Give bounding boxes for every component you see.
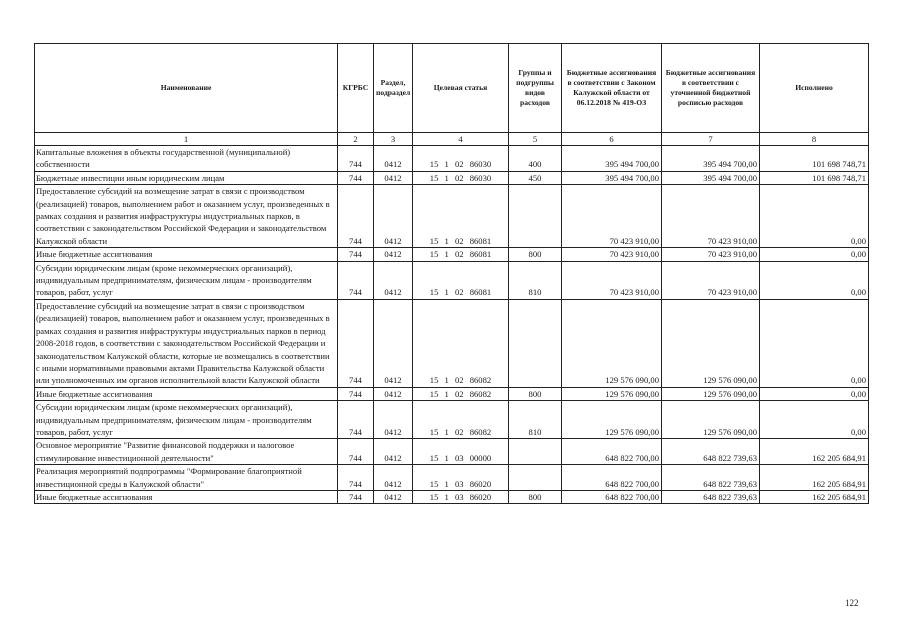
table-row: [35, 171, 869, 184]
table-row: [35, 146, 869, 172]
row-kgrbs: 744: [338, 387, 374, 400]
row-group: 800: [509, 248, 562, 261]
table-row: [35, 439, 869, 465]
header-executed: Исполнено: [760, 44, 869, 133]
table-row: [35, 248, 869, 261]
header-row: [35, 44, 869, 133]
row-law-amount: 129 576 090,00: [562, 387, 662, 400]
row-section: 0412: [374, 185, 413, 248]
row-target: 15 1 02 86081: [413, 261, 509, 299]
row-executed-amount: 0,00: [760, 261, 869, 299]
row-section: 0412: [374, 146, 413, 172]
row-group: 810: [509, 401, 562, 439]
row-group: 800: [509, 490, 562, 503]
row-law-amount: 129 576 090,00: [562, 299, 662, 387]
header-kgrbs: КГРБС: [338, 44, 374, 133]
row-law-amount: 648 822 700,00: [562, 490, 662, 503]
row-section: 0412: [374, 248, 413, 261]
table-row: [35, 261, 869, 299]
row-name: Предоставление субсидий на возмещение затрат в связи с производством (реализацией) товаров, выполнением работ и оказанием услуг, произведенных в рамках создания и развития инфраструктуры индустриальных парков, в соответствии с законодательством Российской Федерации и законодательством Калужской области: [35, 185, 338, 248]
row-kgrbs: 744: [338, 185, 374, 248]
row-refined-amount: 395 494 700,00: [662, 171, 760, 184]
row-kgrbs: 744: [338, 171, 374, 184]
row-executed-amount: 0,00: [760, 387, 869, 400]
row-law-amount: 395 494 700,00: [562, 171, 662, 184]
row-kgrbs: 744: [338, 299, 374, 387]
row-refined-amount: 70 423 910,00: [662, 248, 760, 261]
row-name: Иные бюджетные ассигнования: [35, 387, 338, 400]
header-name: Наименование: [35, 44, 338, 133]
row-group: 800: [509, 387, 562, 400]
row-section: 0412: [374, 261, 413, 299]
row-section: 0412: [374, 299, 413, 387]
row-executed-amount: 0,00: [760, 299, 869, 387]
header-refined: Бюджетные ассигнования в соответствии с уточненной бюджетной росписью расходов: [662, 44, 760, 133]
row-executed-amount: 101 698 748,71: [760, 146, 869, 172]
header-section: Раздел, подраздел: [374, 44, 413, 133]
page-number: 122: [845, 598, 859, 608]
row-executed-amount: 101 698 748,71: [760, 171, 869, 184]
row-law-amount: 70 423 910,00: [562, 185, 662, 248]
table-row: [35, 465, 869, 491]
column-number: 2: [338, 133, 374, 146]
row-law-amount: 648 822 700,00: [562, 465, 662, 491]
row-name: Капитальные вложения в объекты государственной (муниципальной) собственности: [35, 146, 338, 172]
row-kgrbs: 744: [338, 248, 374, 261]
row-target: 15 1 02 86030: [413, 146, 509, 172]
row-refined-amount: 70 423 910,00: [662, 185, 760, 248]
row-target: 15 1 02 86082: [413, 401, 509, 439]
row-group: 810: [509, 261, 562, 299]
table-row: [35, 401, 869, 439]
row-law-amount: 129 576 090,00: [562, 401, 662, 439]
row-refined-amount: 70 423 910,00: [662, 261, 760, 299]
budget-table-sheet: [34, 43, 868, 504]
row-refined-amount: 648 822 739,63: [662, 490, 760, 503]
row-executed-amount: 162 205 684,91: [760, 490, 869, 503]
row-refined-amount: 129 576 090,00: [662, 299, 760, 387]
budget-table: [34, 43, 869, 504]
row-section: 0412: [374, 465, 413, 491]
table-body: [35, 146, 869, 504]
row-refined-amount: 648 822 739,63: [662, 465, 760, 491]
row-executed-amount: 162 205 684,91: [760, 439, 869, 465]
row-kgrbs: 744: [338, 261, 374, 299]
row-section: 0412: [374, 387, 413, 400]
row-target: 15 1 02 86030: [413, 171, 509, 184]
column-number: 3: [374, 133, 413, 146]
row-kgrbs: 744: [338, 146, 374, 172]
column-number: 7: [662, 133, 760, 146]
row-law-amount: 70 423 910,00: [562, 261, 662, 299]
column-number: 4: [413, 133, 509, 146]
row-section: 0412: [374, 439, 413, 465]
row-group: [509, 185, 562, 248]
table-row: [35, 299, 869, 387]
row-section: 0412: [374, 171, 413, 184]
row-group: 450: [509, 171, 562, 184]
row-target: 15 1 02 86082: [413, 387, 509, 400]
column-number: 5: [509, 133, 562, 146]
row-target: 15 1 03 86020: [413, 465, 509, 491]
row-kgrbs: 744: [338, 465, 374, 491]
row-group: 400: [509, 146, 562, 172]
row-executed-amount: 0,00: [760, 185, 869, 248]
row-target: 15 1 03 00000: [413, 439, 509, 465]
row-name: Субсидии юридическим лицам (кроме некоммерческих организаций), индивидуальным предпринимателям, физическим лицам - производителям товаров, работ, услуг: [35, 261, 338, 299]
row-target: 15 1 02 86082: [413, 299, 509, 387]
column-number: 1: [35, 133, 338, 146]
row-group: [509, 299, 562, 387]
row-kgrbs: 744: [338, 401, 374, 439]
header-law: Бюджетные ассигнования в соответствии с Законом Калужской области от 06.12.2018 № 419-ОЗ: [562, 44, 662, 133]
row-target: 15 1 03 86020: [413, 490, 509, 503]
row-kgrbs: 744: [338, 490, 374, 503]
column-number-row: [35, 133, 869, 146]
column-number: 8: [760, 133, 869, 146]
row-section: 0412: [374, 490, 413, 503]
row-group: [509, 439, 562, 465]
row-name: Иные бюджетные ассигнования: [35, 248, 338, 261]
row-target: 15 1 02 86081: [413, 185, 509, 248]
row-kgrbs: 744: [338, 439, 374, 465]
row-name: Бюджетные инвестиции иным юридическим лицам: [35, 171, 338, 184]
row-section: 0412: [374, 401, 413, 439]
row-refined-amount: 395 494 700,00: [662, 146, 760, 172]
row-law-amount: 648 822 700,00: [562, 439, 662, 465]
row-name: Реализация мероприятий подпрограммы "Формирование благоприятной инвестиционной среды в Калужской области": [35, 465, 338, 491]
header-target: Целевая статья: [413, 44, 509, 133]
row-executed-amount: 0,00: [760, 248, 869, 261]
row-target: 15 1 02 86081: [413, 248, 509, 261]
table-row: [35, 185, 869, 248]
row-refined-amount: 129 576 090,00: [662, 387, 760, 400]
row-executed-amount: 162 205 684,91: [760, 465, 869, 491]
row-law-amount: 395 494 700,00: [562, 146, 662, 172]
column-number: 6: [562, 133, 662, 146]
row-group: [509, 465, 562, 491]
table-row: [35, 387, 869, 400]
row-refined-amount: 129 576 090,00: [662, 401, 760, 439]
table-row: [35, 490, 869, 503]
row-name: Иные бюджетные ассигнования: [35, 490, 338, 503]
row-refined-amount: 648 822 739,63: [662, 439, 760, 465]
row-name: Основное мероприятие "Развитие финансовой поддержки и налоговое стимулирование инвестиционной деятельности": [35, 439, 338, 465]
row-name: Предоставление субсидий на возмещение затрат в связи с производством (реализацией) товаров, выполнением работ и оказанием услуг, произведенных в рамках создания и развития инфраструктуры индустриальных парков в период 2008-2018 годов, в соответствии с законодательством Российской Федерации и законодательством Калужской области, которые не возмещались в соответствии с иными нормативными правовыми актами Правительства Калужской области или уполномоченных им органов исполнительной власти Калужской области: [35, 299, 338, 387]
row-executed-amount: 0,00: [760, 401, 869, 439]
row-law-amount: 70 423 910,00: [562, 248, 662, 261]
row-name: Субсидии юридическим лицам (кроме некоммерческих организаций), индивидуальным предпринимателям, физическим лицам - производителям товаров, работ, услуг: [35, 401, 338, 439]
header-group: Группы и подгруппы видов расходов: [509, 44, 562, 133]
